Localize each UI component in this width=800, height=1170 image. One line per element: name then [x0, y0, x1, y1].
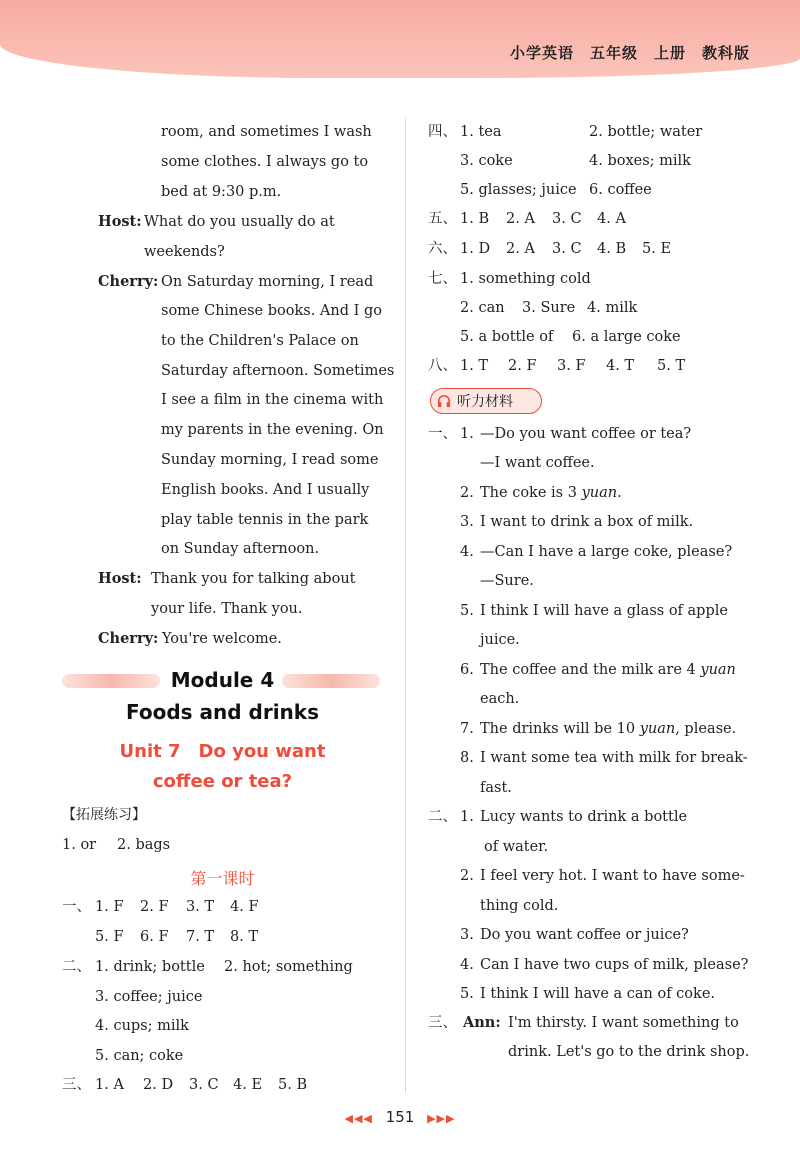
- dialog-line: to the Children's Palace on: [161, 333, 359, 349]
- headphones-icon: [437, 394, 451, 408]
- section-label: 四、: [428, 124, 457, 140]
- answer-item: 5. E: [642, 241, 672, 257]
- answer-item: 8. T: [230, 929, 259, 945]
- listening-line: I want to drink a box of milk.: [480, 514, 694, 530]
- text-span: , please.: [675, 721, 737, 737]
- answer-item: 4. milk: [587, 300, 638, 316]
- lesson-title: 第一课时: [190, 869, 255, 888]
- text-span: The drinks will be 10: [480, 721, 640, 737]
- listening-label: 听力材料: [457, 394, 513, 410]
- section-label: 八、: [428, 358, 457, 374]
- listening-line: —Do you want coffee or tea?: [480, 426, 692, 442]
- answer-item: 4. T: [606, 358, 635, 374]
- answer-item: 3. F: [557, 358, 586, 374]
- listening-line: —I want coffee.: [480, 455, 595, 471]
- answer-item: 3. coffee; juice: [95, 989, 203, 1005]
- dialog-line: weekends?: [144, 244, 225, 260]
- answer-item: 1. drink; bottle: [95, 959, 205, 975]
- dialog-line: On Saturday morning, I read: [161, 274, 374, 290]
- text-span: The coke is 3: [480, 485, 582, 501]
- dialog-text: What do you usually do at: [144, 214, 335, 230]
- answer-item: 4. boxes; milk: [589, 153, 691, 169]
- answer-item: 5. F: [95, 929, 124, 945]
- dialog-line: Saturday afternoon. Sometimes: [161, 363, 395, 379]
- unit-title-line2: coffee or tea?: [152, 771, 293, 792]
- listening-line: thing cold.: [480, 898, 559, 914]
- answer-item: 5. glasses; juice: [460, 182, 577, 198]
- answer-item: 2. A: [506, 211, 535, 227]
- answer-item: 2. F: [508, 358, 537, 374]
- answer-item: 4. E: [233, 1077, 263, 1093]
- listening-line: I want some tea with milk for break-: [480, 750, 748, 766]
- answer-item: 5. B: [278, 1077, 308, 1093]
- item-number: 3.: [460, 927, 474, 943]
- dialog-line: bed at 9:30 p.m.: [161, 184, 282, 200]
- page-header-band: [0, 0, 800, 78]
- section-label: 七、: [428, 271, 457, 287]
- answer-item: 2. bottle; water: [589, 124, 703, 140]
- answer-item: 4. A: [597, 211, 626, 227]
- answer-item: 1. something cold: [460, 271, 591, 287]
- text-span: yuan: [581, 485, 618, 501]
- header-subject-label: 小学英语 五年级 上册 教科版: [509, 44, 750, 62]
- listening-line: [480, 720, 736, 738]
- listening-material-badge: [430, 388, 542, 414]
- answer-item: 1. F: [95, 899, 124, 915]
- unit-title: Unit 7 Do you want: [119, 741, 326, 762]
- item-number: 1.: [460, 426, 474, 442]
- dialog-line: You're welcome.: [162, 631, 282, 647]
- listening-line: —Can I have a large coke, please?: [480, 544, 733, 560]
- dialog-line: your life. Thank you.: [151, 601, 303, 617]
- section-label: 五、: [428, 211, 457, 227]
- dialog-line: play table tennis in the park: [161, 512, 369, 528]
- listening-line: drink. Let's go to the drink shop.: [508, 1044, 750, 1060]
- answer-item: 3. C: [189, 1077, 219, 1093]
- listening-line: fast.: [480, 780, 512, 796]
- section-label: 二、: [62, 959, 91, 975]
- item-number: 5.: [460, 603, 474, 619]
- dialog-line: Thank you for talking about: [151, 571, 356, 587]
- listening-line: I feel very hot. I want to have some-: [480, 868, 745, 884]
- dialog-line: some Chinese books. And I go: [161, 303, 382, 319]
- listening-line: I'm thirsty. I want something to: [508, 1015, 739, 1031]
- right-arrows-icon: ▶▶▶: [427, 1112, 456, 1125]
- text-span: The coffee and the milk are 4: [480, 662, 701, 678]
- answer-item: 2. A: [506, 241, 535, 257]
- section-label: 六、: [428, 241, 457, 257]
- answer-item: 2. F: [140, 899, 169, 915]
- answer-item: 1. T: [460, 358, 489, 374]
- answer-item: 5. T: [657, 358, 686, 374]
- listening-line: I think I will have a can of coke.: [480, 986, 716, 1002]
- listening-line: Lucy wants to drink a bottle: [480, 809, 688, 825]
- speaker-ann: Ann:: [463, 1014, 501, 1031]
- speaker-cherry: Cherry:: [98, 630, 159, 647]
- answer-item: 3. T: [186, 899, 215, 915]
- answer-item: 3. C: [552, 241, 582, 257]
- listening-line: Can I have two cups of milk, please?: [480, 957, 749, 973]
- section-label: 一、: [428, 426, 457, 442]
- item-number: 7.: [460, 721, 474, 737]
- item-number: 1.: [460, 809, 474, 825]
- text-span: yuan: [700, 662, 736, 678]
- answer-item: 7. T: [186, 929, 215, 945]
- text-span: yuan: [639, 721, 676, 737]
- answer-item: 3. C: [552, 211, 582, 227]
- answer-item: 1. or: [62, 837, 97, 853]
- answer-item: 5. a bottle of: [460, 329, 554, 345]
- answer-item: 2. bags: [117, 837, 171, 853]
- listening-line: each.: [480, 691, 520, 707]
- column-divider: [405, 118, 406, 1093]
- section-label: 三、: [428, 1015, 457, 1031]
- item-number: 2.: [460, 868, 474, 884]
- dialog-line: room, and sometimes I wash: [161, 124, 372, 140]
- answer-item: 3. coke: [460, 153, 513, 169]
- speaker-host: Host:: [98, 570, 142, 587]
- listening-line: juice.: [480, 632, 520, 648]
- answer-item: 6. coffee: [589, 182, 652, 198]
- listening-line: —Sure.: [480, 573, 534, 589]
- answer-item: 5. can; coke: [95, 1048, 184, 1064]
- page-number: 151: [385, 1108, 415, 1126]
- item-number: 2.: [460, 485, 474, 501]
- answer-item: 6. F: [140, 929, 169, 945]
- listening-line: I think I will have a glass of apple: [480, 603, 728, 619]
- dialog-line: I see a film in the cinema with: [161, 392, 384, 408]
- answer-item: 1. tea: [460, 124, 502, 140]
- dialog-line: some clothes. I always go to: [161, 154, 369, 170]
- answer-item: 4. cups; milk: [95, 1018, 189, 1034]
- answer-item: 2. D: [143, 1077, 174, 1093]
- dialog-line: my parents in the evening. On: [161, 422, 384, 438]
- text-span: .: [617, 485, 622, 501]
- dialog-line: English books. And I usually: [161, 482, 370, 498]
- item-number: 6.: [460, 662, 474, 678]
- answer-item: 4. B: [597, 241, 627, 257]
- speaker-host: Host:: [98, 213, 142, 230]
- module-subtitle: Foods and drinks: [125, 700, 319, 724]
- item-number: 5.: [460, 986, 474, 1002]
- answer-item: 1. B: [460, 211, 490, 227]
- dialog-line: [144, 213, 380, 231]
- dialog-line: Sunday morning, I read some: [161, 452, 379, 468]
- left-arrows-icon: ◀◀◀: [344, 1112, 373, 1125]
- section-label: 三、: [62, 1077, 91, 1093]
- answer-item: 4. F: [230, 899, 259, 915]
- section-label: 一、: [62, 899, 91, 915]
- answer-item: 2. hot; something: [224, 959, 353, 975]
- listening-line: Do you want coffee or juice?: [480, 927, 689, 943]
- answer-item: 6. a large coke: [572, 329, 681, 345]
- section-label: 二、: [428, 809, 457, 825]
- listening-line: [480, 661, 736, 679]
- answer-item: 2. can: [460, 300, 505, 316]
- page-footer: [0, 1108, 800, 1126]
- item-number: 8.: [460, 750, 474, 766]
- answer-item: 1. A: [95, 1077, 124, 1093]
- answer-item: 1. D: [460, 241, 491, 257]
- listening-line: of water.: [484, 839, 549, 855]
- practice-title: 【拓展练习】: [62, 807, 146, 823]
- answer-item: 3. Sure: [522, 300, 576, 316]
- item-number: 4.: [460, 544, 474, 560]
- listening-line: [480, 484, 622, 502]
- item-number: 4.: [460, 957, 474, 973]
- item-number: 3.: [460, 514, 474, 530]
- module-title: Module 4: [170, 668, 275, 692]
- speaker-cherry: Cherry:: [98, 273, 159, 290]
- dialog-line: on Sunday afternoon.: [161, 541, 320, 557]
